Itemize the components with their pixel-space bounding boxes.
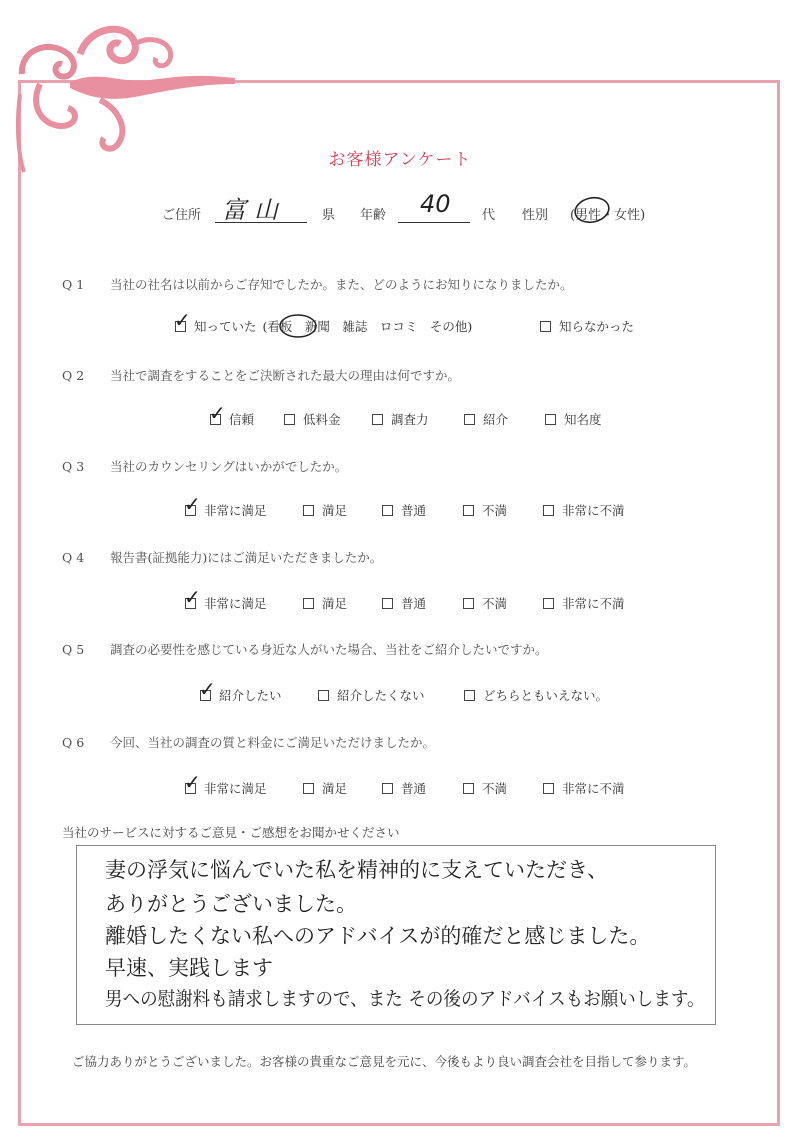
- gender-options[interactable]: (男性・女性): [570, 208, 646, 223]
- question-text: 今回、当社の調査の質と料金にご満足いただけましたか。: [110, 735, 436, 750]
- question-5: [62, 640, 548, 658]
- q2-options: [0, 401, 800, 430]
- q5-option-3[interactable]: どちらともいえない。: [464, 686, 608, 704]
- checkbox[interactable]: [303, 598, 314, 609]
- q3-options: [0, 492, 800, 521]
- checkbox[interactable]: [174, 308, 191, 332]
- question-text: 当社のカウンセリングはいかがでしたか。: [110, 459, 348, 474]
- address-value[interactable]: 富山: [222, 196, 286, 224]
- q6-option-2[interactable]: 満足: [303, 779, 347, 797]
- q1-sources: (看板 新聞 雑誌 ロコミ その他): [262, 319, 473, 334]
- q3-option-1[interactable]: ✓ 非常に満足: [184, 492, 267, 518]
- footer-thanks: ご協力ありがとうございました。お客様の貴重なご意見を元に、今後もより良い調査会社を目指して参ります。: [72, 1054, 697, 1069]
- q1-option-didnt-know[interactable]: 知らなかった: [540, 317, 634, 335]
- q2-option-2[interactable]: 低料金: [284, 410, 341, 428]
- q6-options: [0, 770, 800, 799]
- q5-option-2[interactable]: 紹介したくない: [318, 686, 425, 704]
- gender-circle-mark-icon: [572, 194, 612, 226]
- comment-line-2: ありがとうございました。: [105, 892, 357, 916]
- check-mark-icon: ✓: [184, 492, 201, 516]
- checkbox[interactable]: [545, 414, 556, 425]
- q4-options: [0, 585, 800, 614]
- checkbox[interactable]: [463, 598, 474, 609]
- checkbox[interactable]: [382, 598, 393, 609]
- q4-option-4[interactable]: 不満: [463, 594, 507, 612]
- question-text: 当社の社名は以前からご存知でしたか。また、どのようにお知りになりましたか。: [110, 277, 573, 292]
- checkbox[interactable]: [382, 505, 393, 516]
- check-mark-icon: ✓: [184, 585, 201, 609]
- q2-option-3[interactable]: 調査力: [372, 410, 429, 428]
- question-number: Q3: [62, 459, 89, 474]
- prefecture-suffix: 県: [322, 208, 336, 223]
- question-number: Q1: [62, 277, 89, 292]
- q3-option-5[interactable]: 非常に不満: [543, 501, 625, 519]
- question-1: [62, 275, 573, 293]
- checkbox[interactable]: [303, 505, 314, 516]
- comment-textarea[interactable]: [76, 845, 716, 1025]
- age-suffix: 代: [482, 208, 496, 223]
- q2-option-1[interactable]: ✓ 信頼: [209, 401, 255, 427]
- checkbox[interactable]: [463, 783, 474, 794]
- age-underline: [398, 222, 470, 223]
- comment-line-4: 早速、実践します: [105, 956, 273, 980]
- checkbox[interactable]: [382, 783, 393, 794]
- checkbox[interactable]: [540, 321, 551, 332]
- check-mark-icon: ✓: [174, 308, 191, 332]
- q4-option-2[interactable]: 満足: [303, 594, 347, 612]
- check-mark-icon: ✓: [184, 770, 201, 794]
- checkbox[interactable]: [464, 414, 475, 425]
- comment-line-3: 離婚したくない私へのアドバイスが的確だと感じました。: [105, 924, 651, 948]
- checkbox[interactable]: [372, 414, 383, 425]
- profile-row: [0, 190, 800, 226]
- age-value[interactable]: 40: [420, 190, 451, 218]
- address-label: ご住所: [162, 208, 202, 223]
- comment-label: 当社のサービスに対するご意見・ご感想をお聞かせください: [62, 825, 400, 840]
- check-mark-icon: ✓: [199, 677, 216, 701]
- q2-option-5[interactable]: 知名度: [545, 410, 602, 428]
- question-text: 報告書(証拠能力)にはご満足いただきましたか。: [110, 550, 383, 565]
- q6-option-1[interactable]: ✓ 非常に満足: [184, 770, 267, 796]
- checkbox[interactable]: [199, 677, 216, 701]
- q6-option-3[interactable]: 普通: [382, 779, 426, 797]
- comment-line-1: 妻の浮気に悩んでいた私を精神的に支えていただき、: [105, 858, 609, 882]
- check-mark-icon: ✓: [209, 401, 226, 425]
- sign-circle-mark-icon: [278, 313, 318, 339]
- q3-option-2[interactable]: 満足: [303, 501, 347, 519]
- checkbox[interactable]: [184, 492, 201, 516]
- question-number: Q4: [62, 550, 89, 565]
- q4-option-5[interactable]: 非常に不満: [543, 594, 625, 612]
- q1-option-knew[interactable]: ✓ 知っていた (看板 新聞 雑誌 ロコミ その他): [174, 308, 473, 334]
- question-4: [62, 548, 382, 566]
- q5-option-1[interactable]: ✓ 紹介したい: [199, 677, 282, 703]
- q6-option-4[interactable]: 不満: [463, 779, 507, 797]
- checkbox[interactable]: [318, 690, 329, 701]
- q2-option-4[interactable]: 紹介: [464, 410, 508, 428]
- checkbox[interactable]: [303, 783, 314, 794]
- comment-line-5: 男への慰謝料も請求しますので、また その後のアドバイスもお願いします。: [105, 988, 705, 1010]
- q6-option-5[interactable]: 非常に不満: [543, 779, 625, 797]
- question-text: 調査の必要性を感じている身近な人がいた場合、当社をご紹介したいですか。: [110, 642, 548, 657]
- q3-option-4[interactable]: 不満: [463, 501, 507, 519]
- question-text: 当社で調査をすることをご決断された最大の理由は何ですか。: [110, 368, 461, 383]
- address-underline: [215, 222, 307, 223]
- q4-option-1[interactable]: ✓ 非常に満足: [184, 585, 267, 611]
- checkbox[interactable]: [284, 414, 295, 425]
- q5-options: [0, 677, 800, 706]
- survey-title: お客様アンケート: [328, 150, 472, 170]
- checkbox[interactable]: [209, 401, 226, 425]
- question-number: Q5: [62, 642, 89, 657]
- checkbox[interactable]: [184, 585, 201, 609]
- question-number: Q6: [62, 735, 89, 750]
- checkbox[interactable]: [184, 770, 201, 794]
- q4-option-3[interactable]: 普通: [382, 594, 426, 612]
- q3-option-3[interactable]: 普通: [382, 501, 426, 519]
- question-3: [62, 457, 347, 475]
- question-number: Q2: [62, 368, 89, 383]
- checkbox[interactable]: [543, 598, 554, 609]
- checkbox[interactable]: [543, 783, 554, 794]
- question-2: [62, 366, 460, 384]
- age-label: 年齢: [360, 208, 387, 223]
- q1-options: [0, 308, 800, 337]
- checkbox[interactable]: [464, 690, 475, 701]
- gender-label: 性別: [522, 208, 549, 223]
- checkbox[interactable]: [543, 505, 554, 516]
- checkbox[interactable]: [463, 505, 474, 516]
- question-6: [62, 733, 435, 751]
